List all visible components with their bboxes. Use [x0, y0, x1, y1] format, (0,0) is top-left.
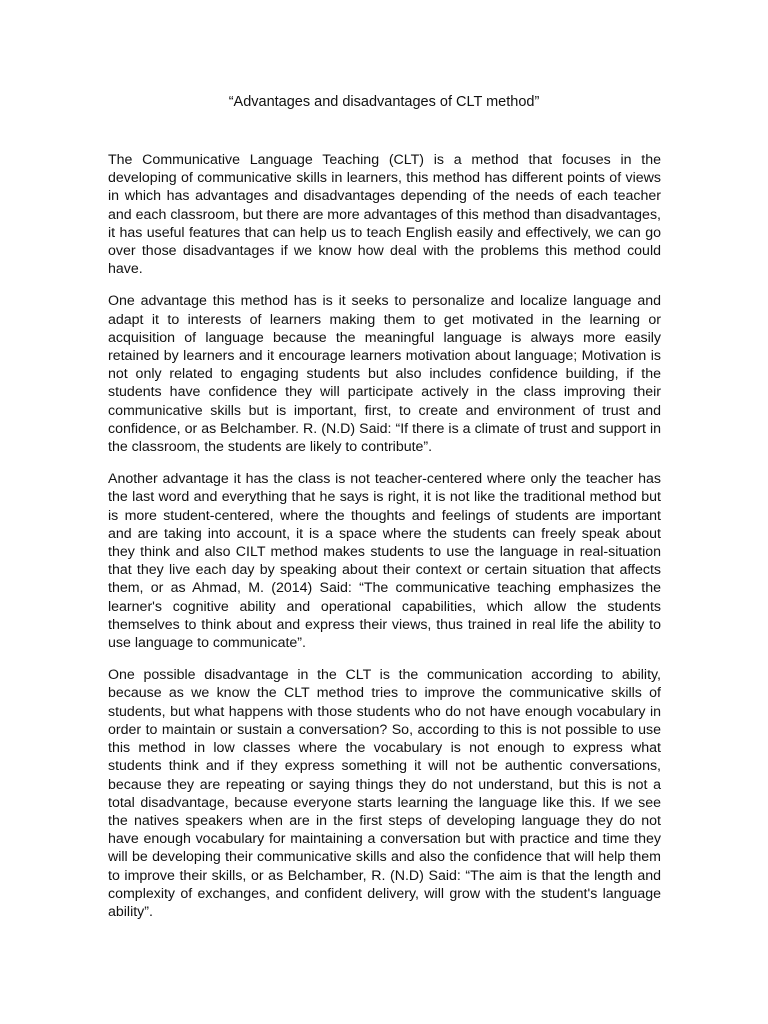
document-body — [108, 151, 661, 935]
paragraph-advantage-student-centered: Another advantage it has the class is not teacher-centered where only the teacher has the last word and everything that he says is right, it is not like the traditional method but is more student-centered, where the thoughts and feelings of students are important and are taking into account, it is a space where the students can freely speak about they think and also CILT method makes students to use the language in real-situation that they live each day by speaking about their context or certain situation that affects them, or as Ahmad, M. (2014) Said: “The communicative teaching emphasizes the learner's cognitive ability and operational capabilities, which allow the students themselves to think about and express their views, thus trained in real life the ability to use language to communicate”. — [108, 471, 661, 652]
paragraph-advantage-motivation: One advantage this method has is it seeks to personalize and localize language and adapt it to interests of learners making them to get motivated in the learning or acquisition of language because the meaningful language is always more easily retained by learners and it encourage learners motivation about language; Motivation is not only related to engaging students but also includes confidence building, if the students have confidence they will participate actively in the class improving their communicative skills but is important, first, to create and environment of trust and confidence, or as Belchamber. R. (N.D) Said: “If there is a climate of trust and support in the classroom, the students are likely to contribute”. — [108, 293, 661, 456]
paragraph-disadvantage-ability: One possible disadvantage in the CLT is the communication according to ability, because as we know the CLT method tries to improve the communicative skills of students, but what happens with those students who do not have enough vocabulary in order to maintain or sustain a conversation? So, according to this is not possible to use this method in low classes where the vocabulary is not enough to express what students think and if they express something it will not be authentic conversations, because they are repeating or saying things they do not understand, but this is not a total disadvantage, because everyone starts learning the language like this. If we see the natives speakers when are in the first steps of developing language they do not have enough vocabulary for maintaining a conversation but with practice and time they will be developing their communicative skills and also the confidence that will help them to improve their skills, or as Belchamber, R. (N.D) Said: “The aim is that the length and complexity of exchanges, and confident delivery, will grow with the student's language ability”. — [108, 667, 661, 920]
document-title: “Advantages and disadvantages of CLT method” — [228, 94, 540, 110]
paragraph-introduction: The Communicative Language Teaching (CLT) is a method that focuses in the developing of communicative skills in learners, this method has different points of views in which has advantages and disadvantages depending of the needs of each teacher and each classroom, but there are more advantages of this method than disadvantages, it has useful features that can help us to teach English easily and effectively, we can go over those disadvantages if we know how deal with the problems this method could have. — [108, 152, 661, 278]
